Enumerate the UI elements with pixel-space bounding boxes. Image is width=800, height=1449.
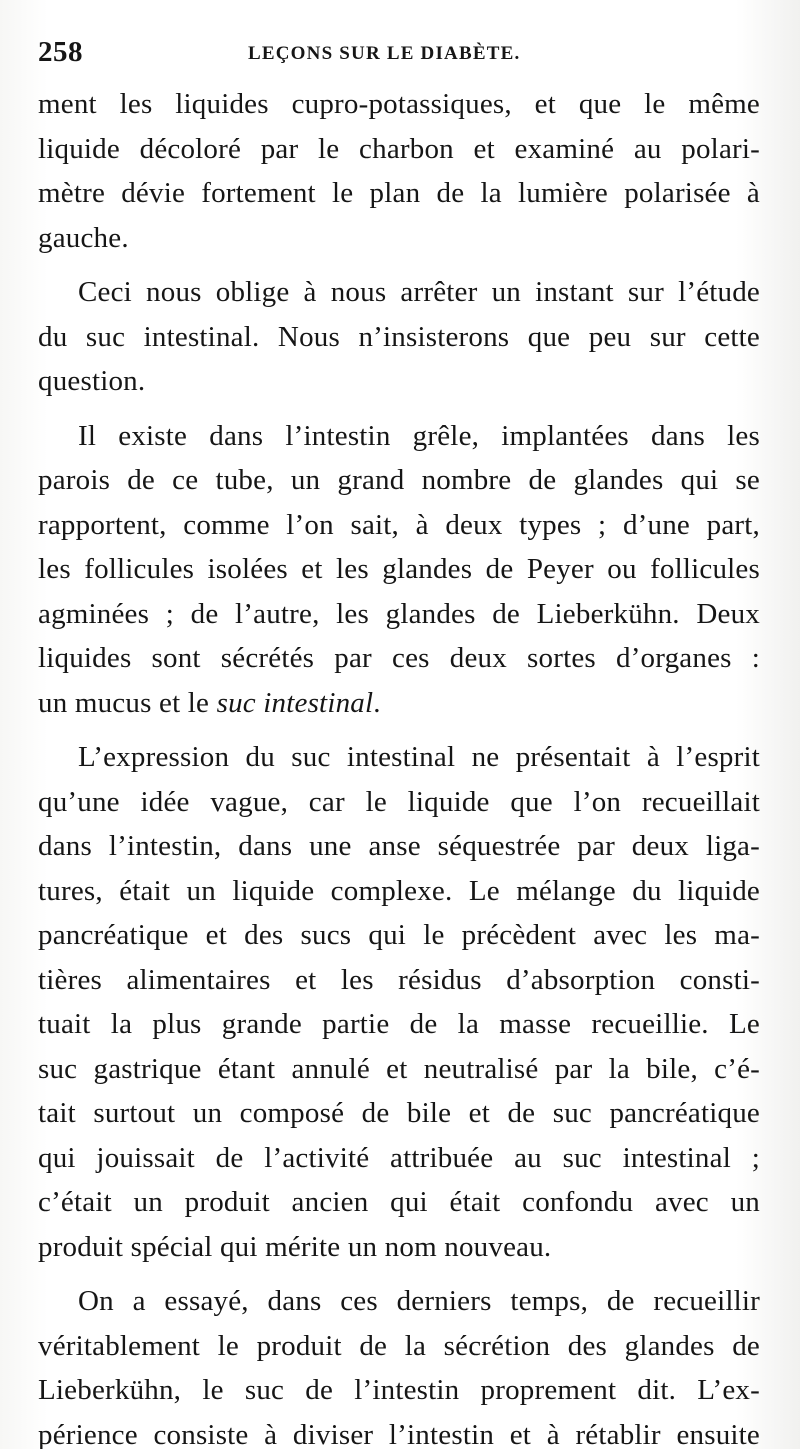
text-line: produit spécial qui mérite un nom nouveau. <box>38 1230 552 1263</box>
text-line: suc gastrique étant annulé et neutralisé par la bile, c’é- <box>38 1052 760 1085</box>
text-line: mètre dévie fortement le plan de la lumière polarisée à <box>38 177 760 209</box>
text-line: On a essayé, dans ces derniers temps, de recueillir <box>78 1285 760 1317</box>
text-line: liquide décoloré par le charbon et examiné au polari- <box>38 132 760 165</box>
text-line: qu’une idée vague, car le liquide que l’on recueillait <box>38 785 760 818</box>
page-header <box>38 36 760 76</box>
text-line: Ceci nous oblige à nous arrêter un instant sur l’étude <box>78 276 760 308</box>
text-line: gauche. <box>38 221 129 254</box>
text-line: question. <box>38 365 146 397</box>
text-fragment: un mucus et le <box>38 686 210 719</box>
text-line: parois de ce tube, un grand nombre de glandes qui se <box>38 464 760 496</box>
text-line: tait surtout un composé de bile et de suc pancréatique <box>38 1097 760 1129</box>
text-line: les follicules isolées et les glandes de Peyer ou follicules <box>38 553 760 585</box>
bleed-through-top <box>0 0 800 30</box>
italic-term: suc intestinal <box>216 686 374 719</box>
text-line: ment les liquides cupro-potassiques, et que le même <box>38 88 760 120</box>
text-line: Lieberkühn, le suc de l’intestin proprement dit. L’ex- <box>38 1374 760 1406</box>
page-number: 258 <box>38 36 83 68</box>
text-line: véritablement le produit de la sécrétion des glandes de <box>38 1329 760 1362</box>
text-line: dans l’intestin, dans une anse séquestrée par deux liga- <box>38 830 760 862</box>
text-line: périence consiste à diviser l’intestin et à rétablir ensuite <box>38 1418 760 1449</box>
text-line <box>38 681 760 726</box>
text-fragment: . <box>373 686 381 719</box>
running-title: LEÇONS SUR LE DIABÈTE. <box>248 43 521 64</box>
text-line: liquides sont sécrétés par ces deux sortes d’organes : <box>38 642 760 674</box>
text-line: rapportent, comme l’on sait, à deux types ; d’une part, <box>38 508 760 541</box>
text-line: qui jouissait de l’activité attribuée au suc intestinal ; <box>38 1141 760 1174</box>
text-line: c’était un produit ancien qui était confondu avec un <box>38 1186 760 1218</box>
text-line: pancréatique et des sucs qui le précèdent avec les ma- <box>38 919 760 951</box>
text-line: agminées ; de l’autre, les glandes de Lieberkühn. Deux <box>38 597 760 630</box>
text-line: du suc intestinal. Nous n’insisterons que peu sur cette <box>38 320 760 353</box>
text-line: tures, était un liquide complexe. Le mélange du liquide <box>38 874 760 907</box>
text-line: tuait la plus grande partie de la masse recueillie. Le <box>38 1008 760 1040</box>
text-line: tières alimentaires et les résidus d’absorption consti- <box>38 963 760 996</box>
text-line: L’expression du suc intestinal ne présentait à l’esprit <box>78 741 760 773</box>
body-text <box>38 82 760 1449</box>
text-line: Il existe dans l’intestin grêle, implantées dans les <box>78 419 760 452</box>
